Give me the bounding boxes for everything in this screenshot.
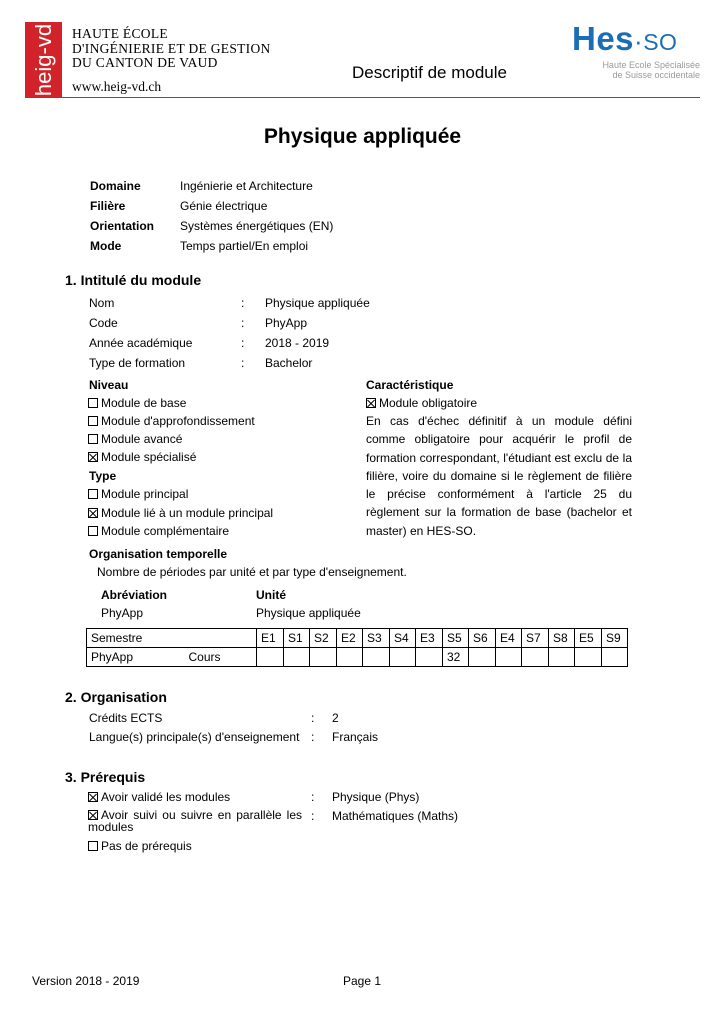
- section-heading: 3. Prérequis: [65, 769, 146, 785]
- semester-table: [86, 628, 628, 667]
- footer-page: Page 1: [343, 974, 382, 988]
- field-value: 2018 - 2019: [265, 336, 330, 350]
- unit-header: Unité: [256, 588, 286, 602]
- header-divider: [25, 97, 700, 98]
- checkbox-item: [88, 487, 188, 501]
- doc-type-title: Descriptif de module: [352, 63, 507, 82]
- checkbox-item: [88, 809, 302, 833]
- info-label: Orientation: [90, 219, 155, 233]
- checkbox-item: [88, 396, 186, 410]
- hes-logo-so: so: [643, 20, 678, 57]
- checkbox-label: Module complémentaire: [101, 524, 230, 538]
- table-cell: [310, 648, 337, 667]
- table-row: [87, 629, 628, 648]
- field-colon: :: [241, 356, 245, 370]
- checkbox-item: [88, 432, 182, 446]
- info-value: Ingénierie et Architecture: [180, 179, 313, 193]
- page-title: Physique appliquée: [263, 125, 462, 148]
- field-label: Type de formation: [89, 356, 186, 370]
- semester-header: S8: [549, 629, 575, 648]
- semester-header: S9: [602, 629, 628, 648]
- checkbox-empty-icon[interactable]: [88, 434, 98, 444]
- semester-header: S3: [363, 629, 390, 648]
- school-line: DU CANTON DE VAUD: [72, 55, 218, 70]
- table-cell: [549, 648, 575, 667]
- semester-header: E5: [575, 629, 602, 648]
- table-cell: 32: [443, 648, 469, 667]
- checkbox-item: [88, 790, 230, 804]
- table-cell: [602, 648, 628, 667]
- checkbox-item: [88, 450, 196, 464]
- type-heading: Type: [89, 469, 117, 483]
- checkbox-item: [88, 524, 229, 538]
- checkbox-empty-icon[interactable]: [88, 398, 98, 408]
- field-label: Nom: [89, 296, 115, 310]
- checkbox-label: Module obligatoire: [379, 396, 478, 410]
- checkbox-item: [88, 506, 273, 520]
- table-cell: [337, 648, 363, 667]
- info-label: Domaine: [90, 179, 141, 193]
- row-type: Cours: [185, 648, 257, 667]
- info-value: Systèmes énergétiques (EN): [180, 219, 334, 233]
- carac-text: En cas d'échec définitif à un module défini comme obligatoire pour acquérir le profil de formation correspondant, l'étudiant est exclu de la filière, voire du domaine si le règlement de filière le précise conformément à l'article 25 du règlement sur la formation de base (bachelor et master) en HES-SO.: [366, 414, 632, 538]
- info-label: Mode: [90, 239, 122, 253]
- hes-logo-dot: ·: [634, 26, 644, 56]
- checkbox-label: Module de base: [101, 396, 187, 410]
- info-value: Génie électrique: [180, 199, 268, 213]
- checkbox-label: Module spécialisé: [101, 450, 197, 464]
- field-value: Physique (Phys): [332, 790, 420, 804]
- hes-so-subtitle: [585, 60, 700, 80]
- field-label: Année académique: [89, 336, 193, 350]
- checkbox-item: [88, 414, 255, 428]
- info-label: Filière: [90, 199, 126, 213]
- checkbox-empty-icon[interactable]: [88, 416, 98, 426]
- field-value: PhyApp: [265, 316, 308, 330]
- checkbox-checked-icon[interactable]: [88, 452, 98, 462]
- hes-so-logo: [572, 20, 677, 58]
- semester-header: E1: [257, 629, 284, 648]
- semester-header: S1: [284, 629, 310, 648]
- school-line: D'INGÉNIERIE ET DE GESTION: [72, 40, 271, 56]
- semester-header: E4: [496, 629, 522, 648]
- school-name: [72, 27, 271, 71]
- checkbox-item: [88, 839, 192, 853]
- checkbox-label: Avoir suivi ou suivre en parallèle les modules: [88, 808, 302, 834]
- field-label: Crédits ECTS: [89, 711, 163, 725]
- checkbox-label: Module principal: [101, 487, 189, 501]
- checkbox-item: [366, 396, 477, 410]
- field-value: Bachelor: [265, 356, 313, 370]
- field-colon: :: [311, 809, 315, 823]
- checkbox-checked-icon[interactable]: [88, 508, 98, 518]
- hes-logo-text: Hes: [572, 20, 635, 57]
- abbr-header: Abréviation: [101, 588, 168, 602]
- table-cell: [496, 648, 522, 667]
- checkbox-empty-icon[interactable]: [88, 841, 98, 851]
- niveau-heading: Niveau: [89, 378, 129, 392]
- checkbox-empty-icon[interactable]: [88, 489, 98, 499]
- unit-value: Physique appliquée: [256, 606, 361, 620]
- section-heading: 2. Organisation: [65, 689, 167, 705]
- hes-subtitle-line: Haute Ecole Spécialisée: [602, 60, 700, 70]
- checkbox-label: Avoir validé les modules: [101, 790, 231, 804]
- abbr-value: PhyApp: [101, 606, 144, 620]
- table-cell: [575, 648, 602, 667]
- info-value: Temps partiel/En emploi: [180, 239, 309, 253]
- field-colon: :: [241, 336, 245, 350]
- table-row: [87, 648, 628, 667]
- table-cell: [363, 648, 390, 667]
- heig-vd-logo: [25, 22, 62, 97]
- school-line: HAUTE ÉCOLE: [72, 26, 168, 41]
- org-text: Nombre de périodes par unité et par type d'enseignement.: [97, 565, 407, 579]
- org-heading: Organisation temporelle: [89, 547, 228, 561]
- row-code: PhyApp: [87, 648, 185, 667]
- field-value: Mathématiques (Maths): [332, 809, 459, 823]
- field-colon: :: [241, 296, 245, 310]
- field-colon: :: [311, 730, 315, 744]
- field-value: 2: [332, 711, 339, 725]
- school-url: www.heig-vd.ch: [72, 79, 162, 94]
- logo-text: heig-vd: [30, 23, 56, 96]
- checkbox-checked-icon[interactable]: [88, 792, 98, 802]
- field-label: Code: [89, 316, 118, 330]
- section-heading: 1. Intitulé du module: [65, 272, 202, 288]
- checkbox-label: Pas de prérequis: [101, 839, 192, 853]
- semester-header: S7: [522, 629, 549, 648]
- field-value: Français: [332, 730, 379, 744]
- hes-subtitle-line: de Suisse occidentale: [612, 70, 700, 80]
- field-colon: :: [311, 790, 315, 804]
- semester-header: S2: [310, 629, 337, 648]
- footer-version: Version 2018 - 2019: [32, 974, 140, 988]
- table-cell: [522, 648, 549, 667]
- semester-header: E2: [337, 629, 363, 648]
- field-label: Langue(s) principale(s) d'enseignement: [89, 730, 300, 744]
- table-cell: [416, 648, 443, 667]
- checkbox-label: Module avancé: [101, 432, 183, 446]
- table-cell: [284, 648, 310, 667]
- field-value: Physique appliquée: [265, 296, 370, 310]
- field-colon: :: [311, 711, 315, 725]
- table-cell: [257, 648, 284, 667]
- carac-heading: Caractéristique: [366, 378, 454, 392]
- semester-header: S4: [390, 629, 416, 648]
- table-cell: [469, 648, 496, 667]
- table-cell: [390, 648, 416, 667]
- semester-header: S6: [469, 629, 496, 648]
- checkbox-checked-icon[interactable]: [366, 398, 376, 408]
- semester-label: Semestre: [87, 629, 257, 648]
- checkbox-label: Module lié à un module principal: [101, 506, 274, 520]
- semester-header: E3: [416, 629, 443, 648]
- semester-header: S5: [443, 629, 469, 648]
- checkbox-checked-icon[interactable]: [88, 810, 98, 820]
- checkbox-label: Module d'approfondissement: [101, 414, 255, 428]
- checkbox-empty-icon[interactable]: [88, 526, 98, 536]
- field-colon: :: [241, 316, 245, 330]
